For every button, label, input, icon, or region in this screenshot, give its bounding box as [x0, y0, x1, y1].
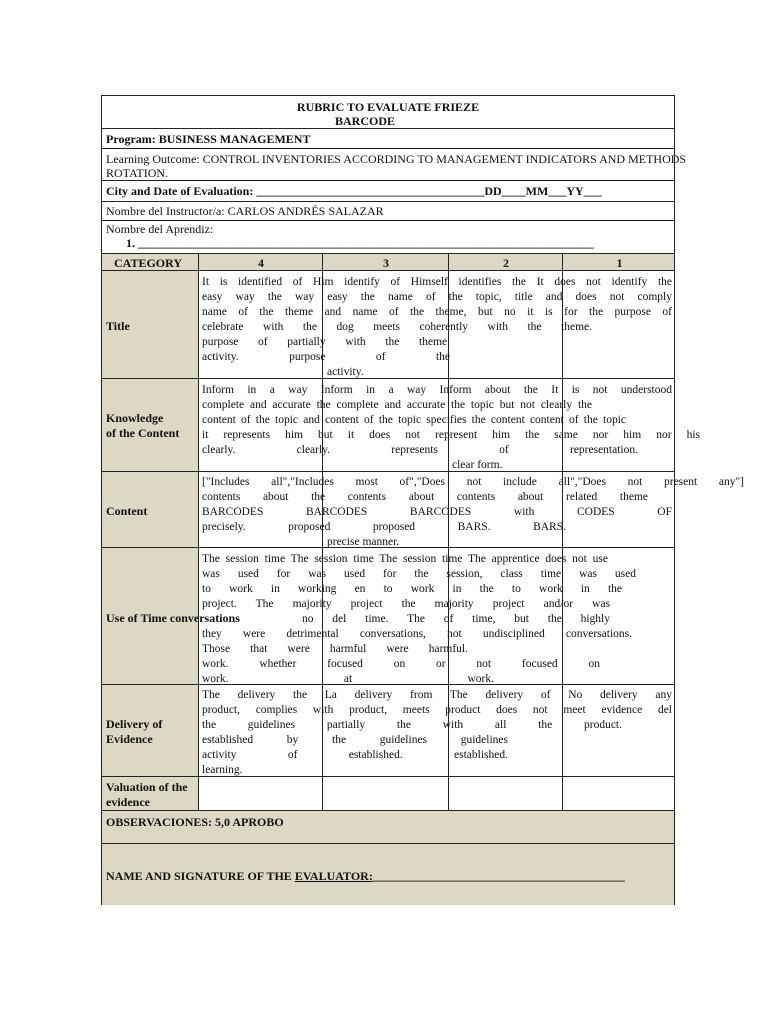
rubric-row-knowledge — [102, 379, 700, 472]
rubric-text-knowledge: Inform in a way Inform in a way Inform about the It is not understood complete and accurate the complete and accurate the topic but not clearly the content of the topic and content of the topic specifies the content content of the topic it represents him but it does not represent him the same nor him nor his clearly. clearly. represents of representation. clear form. — [202, 384, 700, 471]
category-knowledge-line2: of the Content — [106, 426, 180, 440]
apprentice-item: 1. ____________________________________________________________________________ — [126, 236, 594, 250]
category-knowledge: Knowledge — [106, 411, 164, 425]
city-date-field: City and Date of Evaluation: ______________________________________DD____MM___YY___ — [106, 184, 602, 198]
header-score-1: 1 — [616, 256, 623, 270]
rubric-row-title — [102, 271, 674, 379]
rubric-text-content: ["Includes all","Includes most of","Does not include all","Does not present any"] contents about the contents about contents about related theme BARCODES BARCODES BARCODES with CODES OF precisely. proposed proposed BARS. BARS. precise manner. — [202, 476, 744, 548]
title-block — [102, 96, 674, 129]
rubric-row-delivery — [102, 685, 674, 777]
rubric-text-title: It is identified of Him identify of Himself identifies the It does not identify the easy way the way easy the name of the topic, title and does not comply name of the theme and name of the theme, but no it is for the purpose of celebrate with the dog meets coherently with the theme. purpose of partially with the theme. activity. purpose of the activity. — [202, 276, 672, 378]
program-label: Program: BUSINESS MANAGEMENT — [106, 132, 311, 146]
header-score-4: 4 — [258, 256, 264, 270]
document-title: RUBRIC TO EVALUATE FRIEZE — [296, 100, 480, 114]
category-content: Content — [106, 504, 148, 518]
signature-field: NAME AND SIGNATURE OF THE EVALUATOR:__________________________________________ — [106, 869, 625, 883]
category-valuation: Valuation of the — [106, 780, 188, 794]
observations-text: OBSERVACIONES: 5,0 APROBO — [106, 815, 284, 829]
category-valuation-line2: evidence — [106, 795, 150, 809]
rubric-row-use-of-time — [102, 548, 674, 685]
table-header-row — [102, 254, 674, 271]
learning-outcome-row — [102, 149, 687, 181]
header-score-2: 2 — [503, 256, 509, 270]
city-date-row — [102, 181, 674, 202]
program-row — [102, 129, 674, 149]
signature-row — [102, 844, 674, 905]
header-category: CATEGORY — [114, 256, 183, 270]
observations-row — [102, 811, 674, 844]
category-delivery: Delivery of — [106, 717, 163, 731]
category-title: Title — [106, 319, 130, 333]
category-use-of-time: Use of Time conversations — [106, 611, 240, 625]
category-delivery-line2: Evidence — [106, 732, 153, 746]
apprentice-label: Nombre del Aprendiz: — [106, 222, 214, 236]
rubric-text-use-of-time: The session time The session time The session time The apprentice does not use was used for was used for the session, class time was used to work in working en to work in the to work in the project. The majority project the majority project and/or was no del time. The of time, but the highly they were detrimental conversations, not undisciplined conversations. Those that were harmful were harmful. work. whether focused on or not focused on work. at work. — [202, 553, 636, 685]
instructor-name: Nombre del Instructor/a: CARLOS ANDRÉS SALAZAR — [106, 204, 384, 218]
apprentice-row — [102, 221, 674, 254]
learning-outcome-line1: Learning Outcome: CONTROL INVENTORIES ACCORDING TO MANAGEMENT INDICATORS AND METHODS — [106, 152, 687, 166]
document-subtitle: BARCODE — [335, 114, 396, 128]
header-score-3: 3 — [383, 256, 389, 270]
rubric-row-valuation — [102, 777, 674, 811]
instructor-row — [102, 202, 674, 221]
learning-outcome-line2: ROTATION. — [106, 166, 169, 180]
rubric-row-content — [102, 472, 744, 548]
rubric-document — [101, 95, 744, 905]
rubric-text-delivery: The delivery the La delivery from The delivery of No delivery any product, complies with product, meets product does not meet evidence del the guidelines partially the with all the product. established by the guidelines guidelines activity of established. established. learning. — [202, 689, 672, 776]
